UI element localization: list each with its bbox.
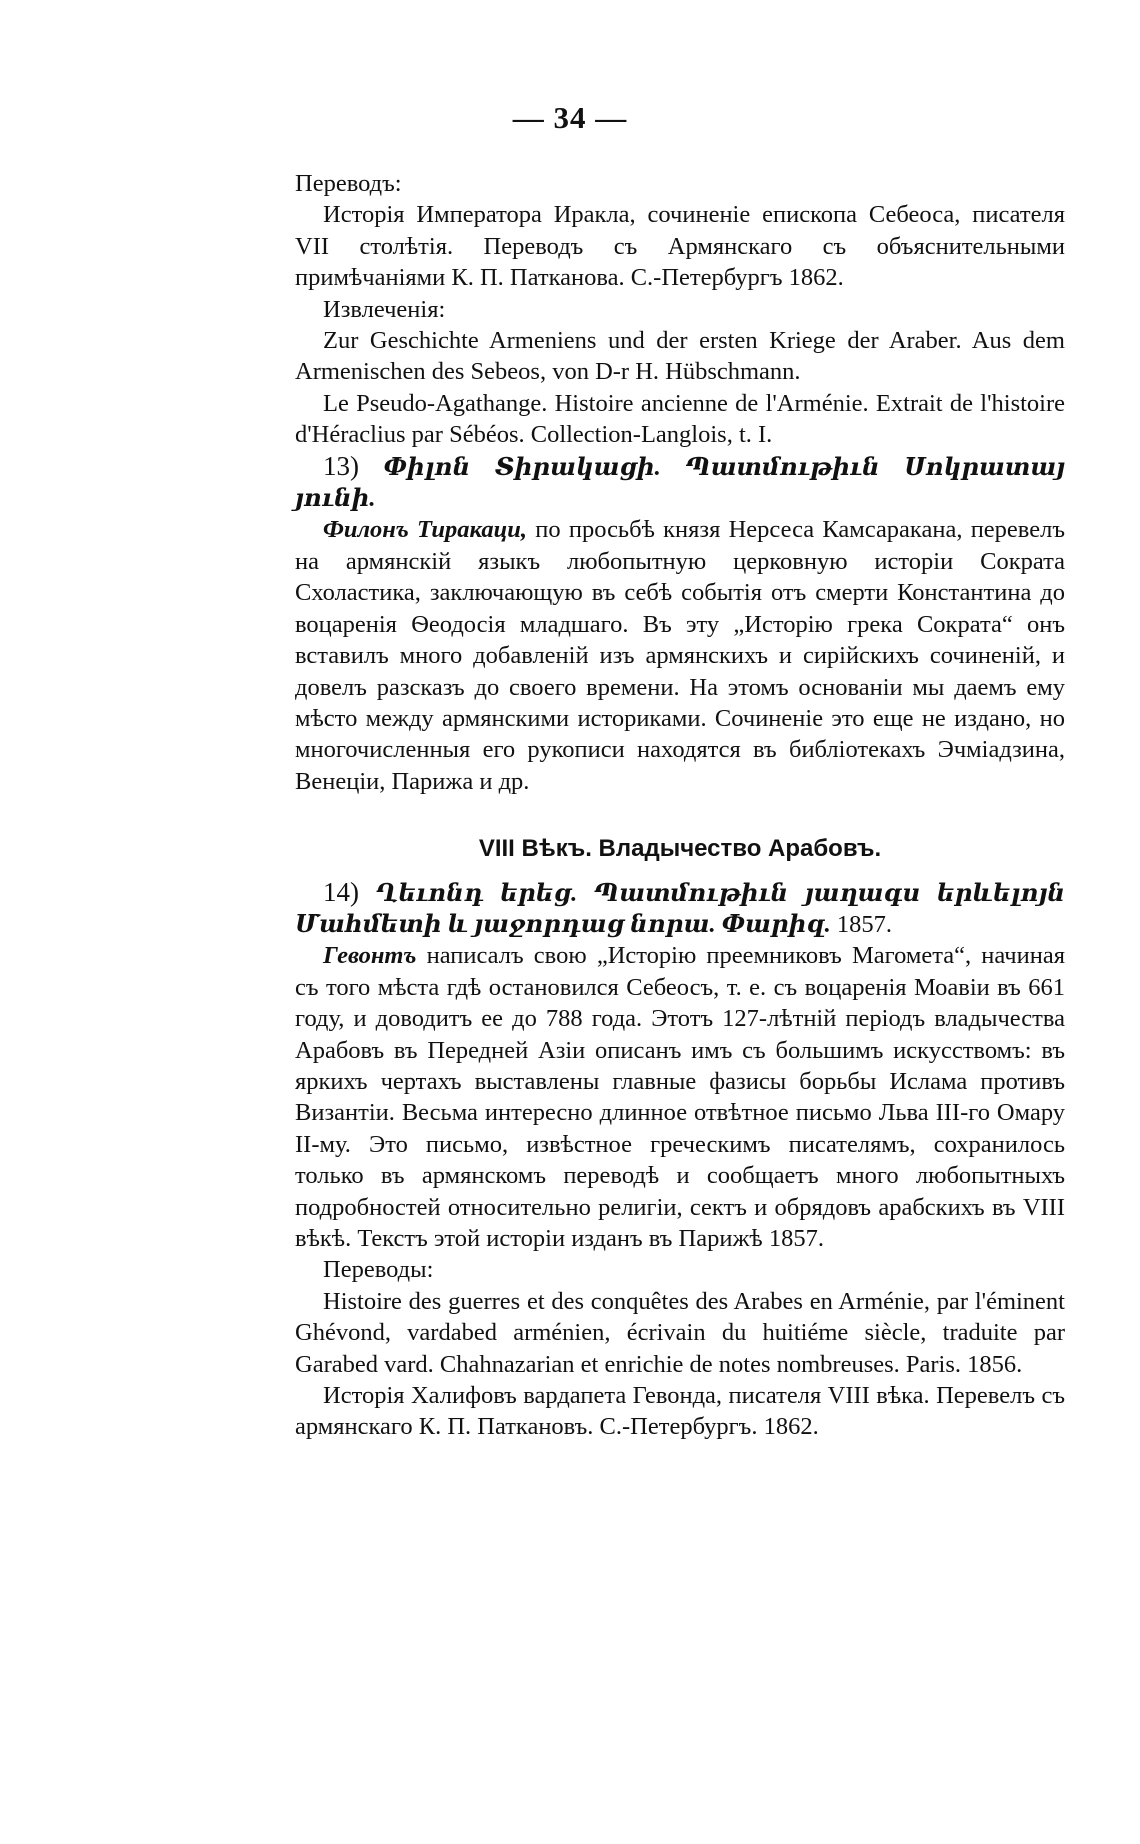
translation-2: Исторія Халифовъ вардапета Гевонда, писателя VIII вѣка. Перевелъ съ армянскаго К. П. Паткановъ. С.-Петербургъ. 1862. — [295, 1382, 1065, 1441]
entry-13-armenian-title: Փիլոն Տիրակացի. Պատմութիւն Սոկրատայ յունի. — [295, 453, 1066, 513]
section-title: VIII Вѣкъ. Владычество Арабовъ. — [478, 835, 882, 863]
page-number: — 34 — — [512, 100, 628, 135]
translation-heading: Переводъ: — [295, 170, 402, 197]
extract-1: Zur Geschichte Armeniens und der ersten Kriege der Araber. Aus dem Armenischen des Sebeos, von D-r H. Hübschmann. — [295, 327, 1065, 386]
entry-13-number: 13) — [323, 450, 359, 481]
entry-14-text: написалъ свою „Исторію преемниковъ Магомета“, начиная съ того мѣста гдѣ остановился Себеосъ, т. е. съ воцаренія Моавіи въ 661 году, и доводитъ ее до 788 года. Этотъ 127-лѣтній періодъ владычества Арабовъ въ Передней Азіи описанъ имъ съ большимъ искусствомъ: въ яркихъ чертахъ выставлены главные фазисы борьбы Ислама противъ Византіи. Весьма интересно длинное отвѣтное письмо Льва III-го Омару II-му. Это письмо, извѣстное греческимъ писателямъ, сохранилось только въ армянскомъ переводѣ и сообщаетъ много любопытныхъ подробностей относительно религіи, сектъ и обрядовъ арабскихъ въ VIII вѣкѣ. Текстъ этой исторіи изданъ въ Парижѣ 1857. — [295, 942, 1065, 1252]
translations-heading: Переводы: — [323, 1256, 434, 1284]
extract-2: Le Pseudo-Agathange. Histoire ancienne de l'Arménie. Extrait de l'histoire d'Héraclius par Sébéos. Collection-Langlois, t. I. — [295, 389, 1065, 449]
translation-text: Исторія Императора Иракла, сочиненіе епископа Себеоса, писателя VII столѣтія. Переводъ съ Армянскаго съ объяснительными примѣчаніями К. П. Патканова. С.-Петербургъ 1862. — [295, 201, 1065, 292]
entry-13-author: Филонъ Тиракаци, — [323, 516, 527, 544]
sebeos-bibliography — [295, 168, 1065, 451]
entry-14-number: 14) — [323, 876, 359, 907]
entry-13 — [295, 451, 1065, 797]
entry-13-text: по просьбѣ князя Нерсеса Камсаракана, перевелъ на армянскій языкъ любопытную церковную исторіи Сократа Схоластика, заключающую въ себѣ событія отъ смерти Константина до воцаренія Ѳеодосія младшаго. Въ эту „Исторію грека Сократа“ онъ вставилъ много добавленій изъ армянскихъ и сирійскихъ сочиненій, и довелъ разсказъ до своего времени. На этомъ основаніи мы даемъ ему мѣсто между армянскими историками. Сочиненіе это еще не издано, но многочисленныя его рукописи находятся въ библіотекахъ Эчміадзина, Венеціи, Парижа и др. — [295, 516, 1066, 795]
entry-14-year: 1857. — [836, 910, 892, 938]
entry-14 — [295, 877, 1065, 1443]
entry-14-armenian-title: Ղեւոնդ երեց. Պատմութիւն յաղագս երևելոյն Մահմետի և յաջորդաց նորա. Փարիզ. — [295, 879, 1065, 938]
page-body — [295, 168, 1065, 1443]
extracts-heading: Извлеченія: — [323, 295, 446, 323]
entry-14-author: Гевонтъ — [323, 942, 417, 970]
translation-1: Histoire des guerres et des conquêtes des Arabes en Arménie, par l'éminent Ghévond, vardabed arménien, écrivain du huitiéme siècle, traduite par Garabed vard. Chahnazarian et enrichie de notes nombreuses. Paris. 1856. — [295, 1287, 1065, 1378]
spacer — [295, 797, 1065, 825]
